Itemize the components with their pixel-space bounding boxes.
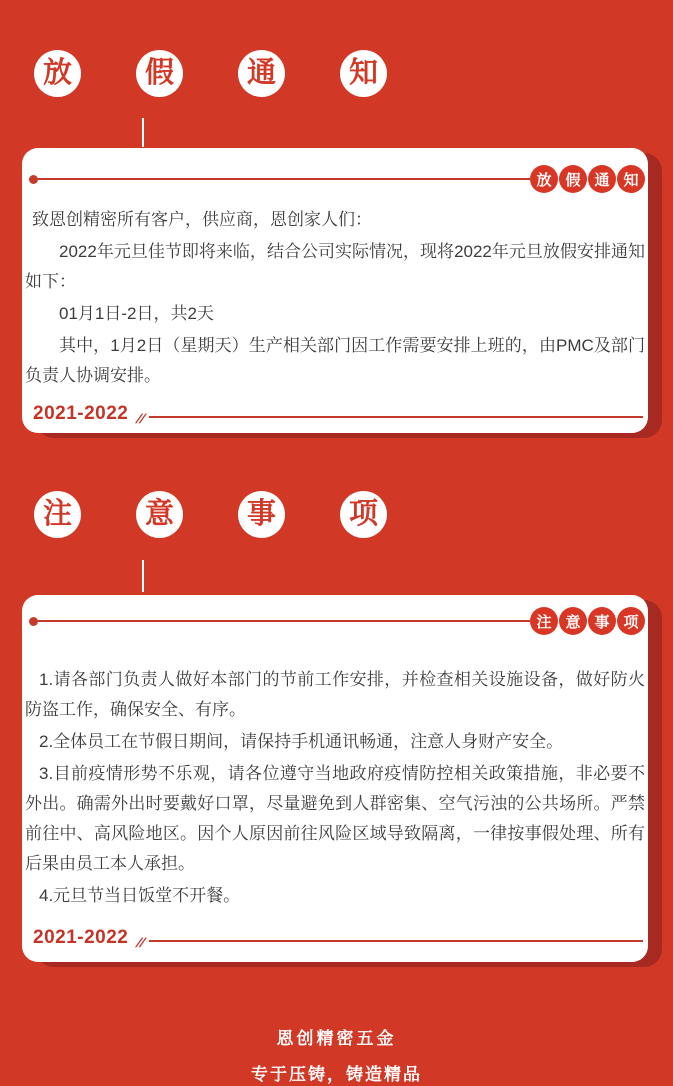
notice-title-circle-2 bbox=[136, 50, 183, 97]
year-line bbox=[149, 416, 643, 418]
notice-badge-3: 通 bbox=[588, 165, 616, 193]
notice-title-char: 通 bbox=[246, 57, 276, 89]
notes-badges bbox=[530, 607, 645, 635]
year-label: 2021-2022 bbox=[33, 926, 129, 948]
notes-rule-row bbox=[25, 595, 645, 635]
notes-title-circle-4 bbox=[340, 491, 387, 538]
notes-title-circle-2 bbox=[136, 491, 183, 538]
notes-title-circle-1 bbox=[34, 491, 81, 538]
notice-title-row bbox=[0, 0, 673, 97]
notice-card-wrap bbox=[22, 148, 648, 433]
notice-title-char: 放 bbox=[42, 57, 72, 89]
notice-title-char: 假 bbox=[144, 57, 174, 89]
notice-badge-1: 放 bbox=[530, 165, 558, 193]
notes-title-circle-3 bbox=[238, 491, 285, 538]
notice-title-circle-3 bbox=[238, 50, 285, 97]
notes-item: 4.元旦节当日饭堂不开餐。 bbox=[39, 886, 241, 905]
notice-paragraph: 2022年元旦佳节即将来临，结合公司实际情况，现将2022年元旦放假安排通知如下： bbox=[25, 242, 645, 291]
notes-title-char: 注 bbox=[42, 498, 72, 530]
notice-paragraph: 01月1日-2日，共2天 bbox=[59, 304, 214, 323]
notice-rule-row bbox=[25, 148, 645, 193]
footer-slogan: 专于压铸，铸造精品 bbox=[251, 1065, 422, 1084]
connector-line bbox=[142, 118, 144, 147]
notice-title-char: 知 bbox=[348, 57, 378, 89]
footer-company-name: 恩创精密五金 bbox=[276, 1029, 397, 1048]
notes-card-wrap bbox=[22, 595, 648, 962]
rule-dot-icon bbox=[29, 617, 38, 626]
notes-item: 3.目前疫情形势不乐观，请各位遵守当地政府疫情防控相关政策措施，非必要不外出。确需外出时要戴好口罩，尽量避免到人群密集、空气污浊的公共场所。严禁前往中、高风险地区。因个人原因前往风险区域导致隔离，一律按事假处理、所有后果由员工本人承担。 bbox=[25, 764, 645, 873]
notes-item: 2.全体员工在节假日期间，请保持手机通讯畅通，注意人身财产安全。 bbox=[39, 732, 564, 751]
notice-year-row bbox=[25, 401, 645, 426]
notes-badge-2: 意 bbox=[559, 607, 587, 635]
double-slash-icon: // bbox=[134, 935, 148, 950]
notice-body bbox=[25, 205, 645, 391]
notice-greeting: 致恩创精密所有客户，供应商，恩创家人们： bbox=[32, 210, 372, 229]
notice-badges bbox=[530, 165, 645, 193]
year-line bbox=[149, 940, 643, 942]
notice-paragraph: 其中，1月2日（星期天）生产相关部门因工作需要安排上班的，由PMC及部门负责人协调安排。 bbox=[25, 336, 645, 385]
notes-badge-1: 注 bbox=[530, 607, 558, 635]
notes-badge-4: 项 bbox=[617, 607, 645, 635]
notice-title-circle-4 bbox=[340, 50, 387, 97]
double-slash-icon: // bbox=[134, 411, 148, 426]
year-label: 2021-2022 bbox=[33, 402, 129, 424]
rule-line bbox=[38, 178, 530, 180]
connector-line bbox=[142, 560, 144, 592]
notes-year-row bbox=[25, 925, 645, 950]
notes-item: 1.请各部门负责人做好本部门的节前工作安排，并检查相关设施设备，做好防火防盗工作，确保安全、有序。 bbox=[25, 670, 645, 719]
footer bbox=[0, 1024, 673, 1085]
notice-badge-2: 假 bbox=[559, 165, 587, 193]
notes-body bbox=[25, 665, 645, 911]
rule-line bbox=[38, 620, 530, 622]
notes-title-char: 项 bbox=[348, 498, 378, 530]
notes-title-row bbox=[0, 491, 673, 538]
notice-card bbox=[22, 148, 648, 433]
rule-dot-icon bbox=[29, 175, 38, 184]
notes-card bbox=[22, 595, 648, 962]
notice-title-circle-1 bbox=[34, 50, 81, 97]
notes-badge-3: 事 bbox=[588, 607, 616, 635]
notes-title-char: 事 bbox=[246, 498, 276, 530]
notes-title-char: 意 bbox=[144, 498, 174, 530]
notice-badge-4: 知 bbox=[617, 165, 645, 193]
